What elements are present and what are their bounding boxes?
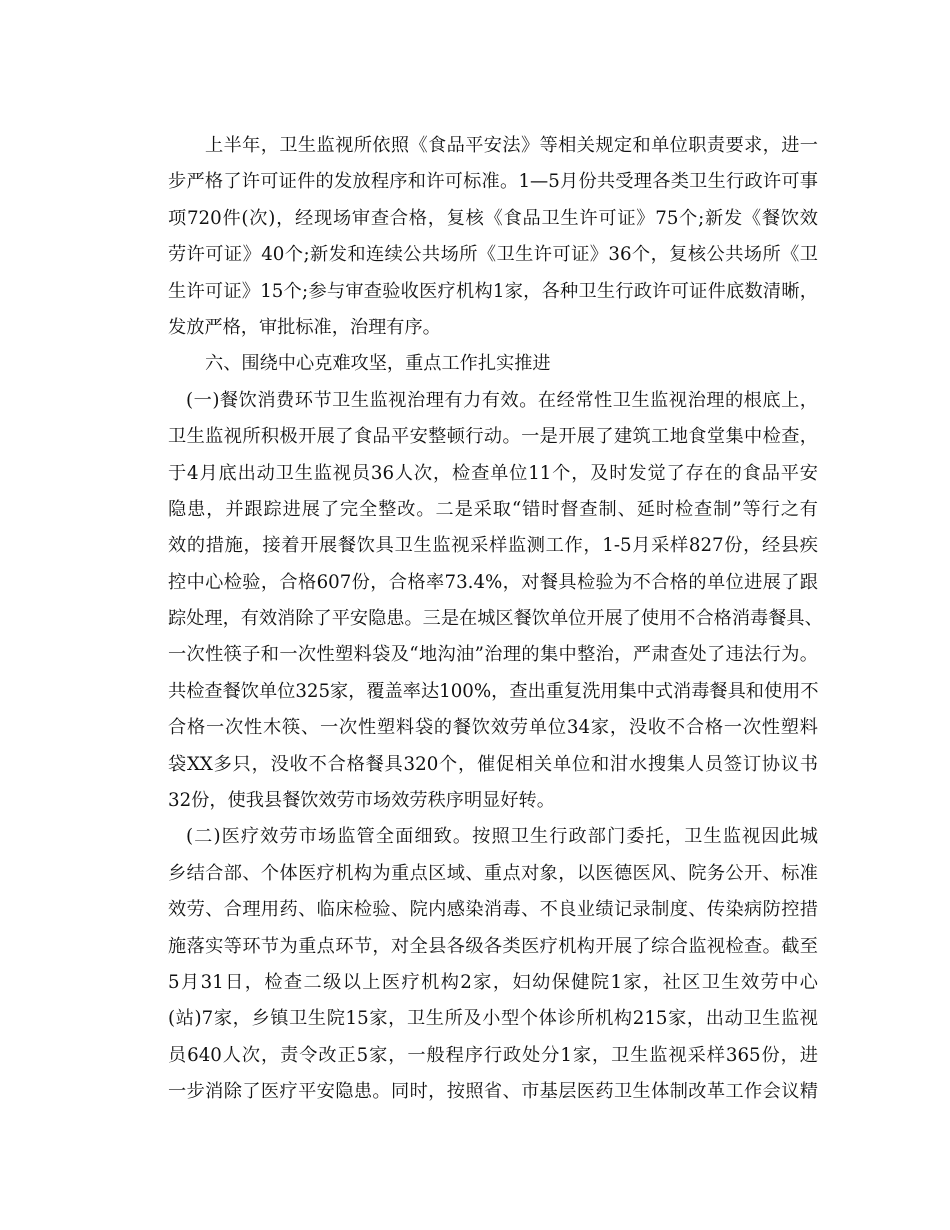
- paragraph-licensing: [168, 128, 818, 346]
- text-line: 32份，使我县餐饮效劳市场效劳秩序明显好转。: [168, 790, 555, 812]
- text-line: 控中心检验，合格607份，合格率73.4%，对餐具检验为不合格的单位进展了跟: [168, 571, 818, 593]
- text-line: 于4月底出动卫生监视员36人次，检查单位11个，及时发觉了存在的食品平安: [168, 462, 818, 484]
- text-line: 合格一次性木筷、一次性塑料袋的餐饮效劳单位34家，没收不合格一次性塑料: [168, 717, 818, 739]
- text-line: 员640人次，责令改正5家，一般程序行政处分1家，卫生监视采样365份，进: [168, 1044, 818, 1066]
- section-heading: [168, 346, 818, 382]
- text-line: 踪处理，有效消除了平安隐患。三是在城区餐饮单位开展了使用不合格消毒餐具、: [168, 608, 823, 630]
- text-line: 施落实等环节为重点环节，对全县各级各类医疗机构开展了综合监视检查。截至: [168, 935, 818, 957]
- paragraph-medical: [168, 819, 818, 1110]
- text-line: 袋XX多只，没收不合格餐具320个，催促相关单位和泔水搜集人员签订协议书: [168, 753, 818, 775]
- text-line: 发放严格，审批标准，治理有序。: [168, 316, 441, 338]
- text-line: 卫生监视所积极开展了食品平安整顿行动。一是开展了建筑工地食堂集中检查，: [168, 426, 818, 448]
- text-line: 项720件(次)，经现场审查合格，复核《食品卫生许可证》75个;新发《餐饮效: [168, 207, 818, 229]
- paragraph-catering: [168, 383, 823, 820]
- text-line: 乡结合部、个体医疗机构为重点区域、重点对象，以医德医风、院务公开、标准: [168, 862, 818, 884]
- text-line: (站)7家，乡镇卫生院15家，卫生所及小型个体诊所机构215家，出动卫生监视: [168, 1008, 818, 1030]
- text-line: 步严格了许可证件的发放程序和许可标准。1—5月份共受理各类卫生行政许可事: [168, 171, 818, 193]
- document-body: [168, 128, 823, 1111]
- text-line: (二)医疗效劳市场监管全面细致。按照卫生行政部门委托，卫生监视因此城: [186, 826, 818, 848]
- text-line: 效劳、合理用药、临床检验、院内感染消毒、不良业绩记录制度、传染病防控措: [168, 899, 818, 921]
- text-line: 隐患，并跟踪进展了完全整改。二是采取“错时督查制、延时检查制”等行之有: [168, 498, 818, 520]
- text-line: 5月31日，检查二级以上医疗机构2家，妇幼保健院1家，社区卫生效劳中心: [168, 971, 818, 993]
- text-line: (一)餐饮消费环节卫生监视治理有力有效。在经常性卫生监视治理的根底上，: [186, 389, 818, 411]
- text-line: 效的措施，接着开展餐饮具卫生监视采样监测工作，1-5月采样827份，经县疾: [168, 535, 818, 557]
- text-line: 上半年，卫生监视所依照《食品平安法》等相关规定和单位职责要求，进一: [205, 135, 818, 156]
- text-line: 共检查餐饮单位325家，覆盖率达100%，查出重复洗用集中式消毒餐具和使用不: [168, 680, 819, 702]
- heading-line: 六、围绕中心克难攻坚，重点工作扎实推进: [205, 353, 551, 375]
- text-line: 生许可证》15个;参与审查验收医疗机构1家，各种卫生行政许可证件底数清晰，: [168, 280, 818, 302]
- text-line: 劳许可证》40个;新发和连续公共场所《卫生许可证》36个，复核公共场所《卫: [168, 244, 818, 266]
- text-line: 一次性筷子和一次性塑料袋及“地沟油”治理的集中整治，严肃查处了违法行为。: [168, 644, 818, 666]
- text-line: 一步消除了医疗平安隐患。同时，按照省、市基层医药卫生体制改革工作会议精: [168, 1081, 818, 1103]
